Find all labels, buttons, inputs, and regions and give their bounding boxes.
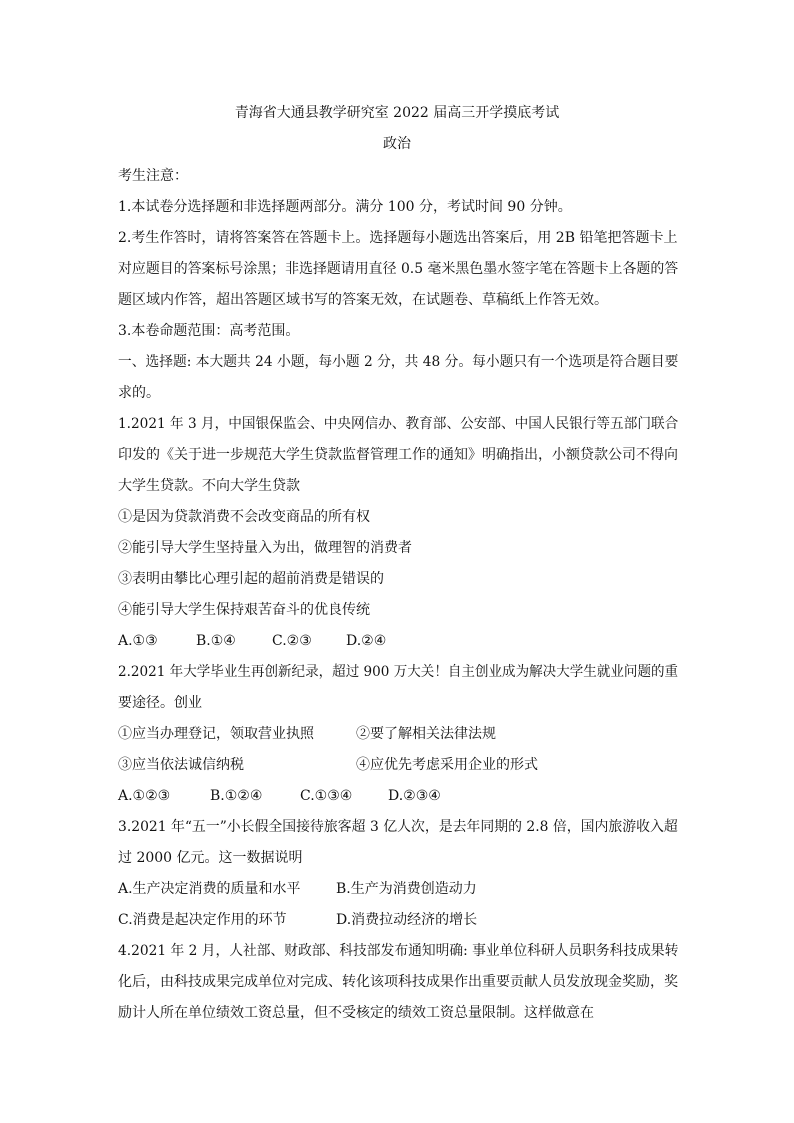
question-2-option-b: B.①②④	[210, 788, 263, 804]
question-3-option-d: D.消费拉动经济的增长	[336, 912, 478, 928]
question-2-option-c: C.①③④	[300, 788, 353, 804]
question-4-stem-line-2: 化后，由科技成果完成单位对完成、转化该项科技成果作出重要贡献人员发放现金奖励，奖	[118, 974, 678, 990]
question-1-statement-1: ①是因为贷款消费不会改变商品的所有权	[118, 509, 370, 525]
exam-subject: 政治	[383, 136, 411, 152]
question-1-stem-line-3: 大学生贷款。不向大学生贷款	[118, 478, 300, 494]
question-2-statement-4: ④应优先考虑采用企业的形式	[356, 757, 538, 773]
question-1-option-a: A.①③	[118, 633, 158, 649]
notice-item-2-line-1: 2.考生作答时，请将答案答在答题卡上。选择题每小题选出答案后，用 2B 铅笔把答题卡上	[118, 230, 678, 246]
question-1-stem-line-1: 1.2021 年 3 月，中国银保监会、中央网信办、教育部、公安部、中国人民银行等五部门联合	[118, 416, 679, 432]
question-4-stem-line-1: 4.2021 年 2 月，人社部、财政部、科技部发布通知明确: 事业单位科研人员职务科技成果转	[118, 943, 679, 959]
question-4-stem-line-3: 励计人所在单位绩效工资总量，但不受核定的绩效工资总量限制。这样做意在	[118, 1005, 594, 1021]
question-2-statement-3: ③应当依法诚信纳税	[118, 757, 244, 773]
question-1-option-b: B.①④	[196, 633, 236, 649]
question-2-statement-1: ①应当办理登记，领取营业执照	[118, 726, 314, 742]
question-3-stem-line-2: 过 2000 亿元。这一数据说明	[118, 850, 303, 866]
question-1-option-c: C.②③	[272, 633, 312, 649]
question-2-stem-line-1: 2.2021 年大学毕业生再创新纪录，超过 900 万大关！自主创业成为解决大学生就业问题的重	[118, 664, 679, 680]
notice-heading: 考生注意：	[118, 168, 188, 184]
notice-item-1: 1.本试卷分选择题和非选择题两部分。满分 100 分，考试时间 90 分钟。	[118, 199, 572, 215]
question-2-option-d: D.②③④	[388, 788, 441, 804]
question-1-statement-2: ②能引导大学生坚持量入为出，做理智的消费者	[118, 540, 412, 556]
question-1-stem-line-2: 印发的《关于进一步规范大学生贷款监督管理工作的通知》明确指出，小额贷款公司不得向	[118, 447, 678, 463]
question-2-stem-line-2: 要途径。创业	[118, 695, 202, 711]
exam-title: 青海省大通县教学研究室 2022 届高三开学摸底考试	[234, 105, 560, 121]
question-2-option-a: A.①②③	[118, 788, 171, 804]
notice-item-3: 3.本卷命题范围：高考范围。	[118, 323, 300, 339]
question-1-option-d: D.②④	[346, 633, 387, 649]
question-3-stem-line-1: 3.2021 年“五一”小长假全国接待旅客超 3 亿人次，是去年同期的 2.8 倍，国内旅游收入超	[118, 819, 678, 835]
question-1-statement-4: ④能引导大学生保持艰苦奋斗的优良传统	[118, 602, 370, 618]
notice-item-2-line-3: 题区域内作答，超出答题区域书写的答案无效，在试题卷、草稿纸上作答无效。	[118, 292, 608, 308]
notice-item-2-line-2: 对应题目的答案标号涂黑；非选择题请用直径 0.5 毫米黑色墨水签字笔在答题卡上各题的答	[118, 261, 679, 277]
question-1-statement-3: ③表明由攀比心理引起的超前消费是错误的	[118, 571, 384, 587]
section-heading-line-2: 求的。	[118, 385, 160, 401]
question-3-option-b: B.生产为消费创造动力	[336, 881, 477, 897]
section-heading-line-1: 一、选择题: 本大题共 24 小题，每小题 2 分，共 48 分。每小题只有一个选项是符合题目要	[118, 354, 679, 370]
question-3-option-a: A.生产决定消费的质量和水平	[118, 881, 301, 897]
question-3-option-c: C.消费是起决定作用的环节	[118, 912, 287, 928]
question-2-statement-2: ②要了解相关法律法规	[356, 726, 496, 742]
